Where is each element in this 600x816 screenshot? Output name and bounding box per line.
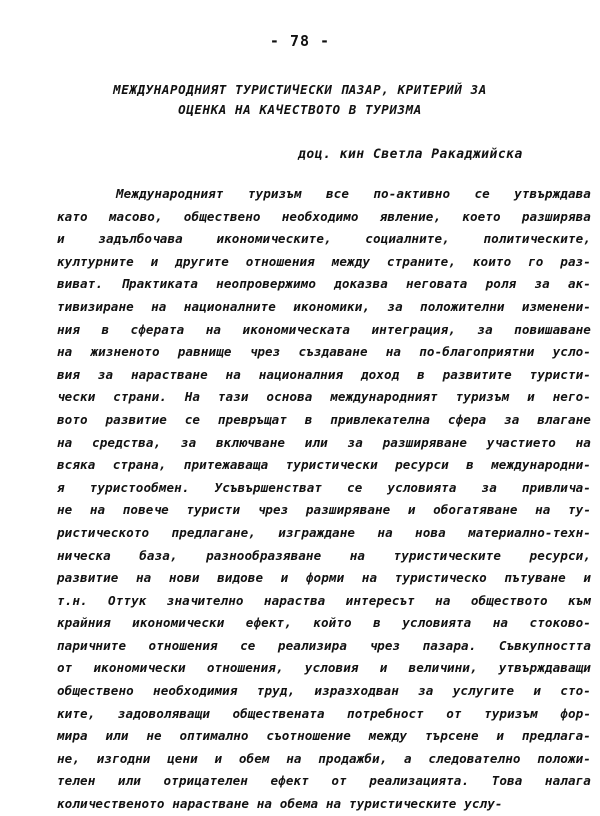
body-line: виват. Практиката неопровержимо доказва неговата роля за ак-	[57, 276, 591, 292]
body-line: обществено необходимия труд, изразходван за услугите и сто-	[57, 683, 591, 699]
article-title-line-1: МЕЖДУНАРОДНИЯТ ТУРИСТИЧЕСКИ ПАЗАР, КРИТЕРИЙ ЗА	[113, 82, 487, 97]
body-line: културните и другите отношения между страните, които го раз-	[57, 253, 591, 269]
body-line: вото развитие се превръщат в привлекателна сфера за влагане	[57, 411, 591, 427]
body-line: ристическото предлагане, изграждане на нова материално-техн-	[57, 524, 591, 540]
body-line: всяка страна, притежаваща туристически ресурси в международни-	[57, 457, 591, 473]
article-title-line-2: ОЦЕНКА НА КАЧЕСТВОТО В ТУРИЗМА	[178, 102, 422, 117]
body-line: я туристообмен. Усъвършенстват се условията за привлича-	[57, 479, 591, 495]
body-line: крайния икономически ефект, който в условията на стоково-	[57, 615, 591, 631]
body-line: тивизиране на националните икономики, за положителни изменени-	[57, 298, 591, 314]
body-line: като масово, обществено необходимо явление, което разширява	[57, 208, 591, 224]
body-line: ния в сферата на икономическата интеграция, за повишаване	[57, 321, 591, 337]
body-text	[57, 183, 591, 816]
body-line: чески страни. На тази основа международният туризъм и него-	[57, 389, 591, 405]
body-line: Международният туризъм все по-активно се утвърждава	[116, 186, 591, 201]
body-line: от икономически отношения, условия и величини, утвърждаващи	[57, 660, 591, 676]
body-line: мира или не оптимално съотношение между търсене и предлага-	[57, 728, 591, 744]
body-line: т.н. Оттук значително нараства интересът на обществото към	[57, 592, 591, 608]
body-line: развитие на нови видове и форми на туристическо пътуване и	[57, 570, 591, 586]
body-line: ническа база, разнообразяване на туристическите ресурси,	[57, 547, 591, 563]
body-line: на жизненото равнище чрез създаване на по-благоприятни усло-	[57, 344, 591, 360]
body-line: ките, задоволяващи обществената потребност от туризъм фор-	[57, 705, 591, 721]
page-number: - 78 -	[269, 32, 331, 50]
body-line: на средства, за включване или за разширяване участието на	[57, 434, 591, 450]
body-line: паричните отношения се реализира чрез пазара. Съвкупността	[57, 637, 591, 653]
body-line: вия за нарастване на националния доход в развитите туристи-	[57, 366, 591, 382]
body-line: количественото нарастване на обема на туристическите услу-	[57, 796, 503, 812]
body-line: не, изгодни цени и обем на продажби, а следователно положи-	[57, 750, 591, 766]
article-title	[60, 80, 540, 120]
body-line: телен или отрицателен ефект от реализацията. Това налага	[57, 773, 591, 789]
body-line: не на повече туристи чрез разширяване и обогатяване на ту-	[57, 502, 591, 518]
body-line: и задълбочава икономическите, социалните, политическите,	[57, 231, 591, 247]
author-name: доц. кин Светла Ракаджийска	[298, 147, 523, 162]
